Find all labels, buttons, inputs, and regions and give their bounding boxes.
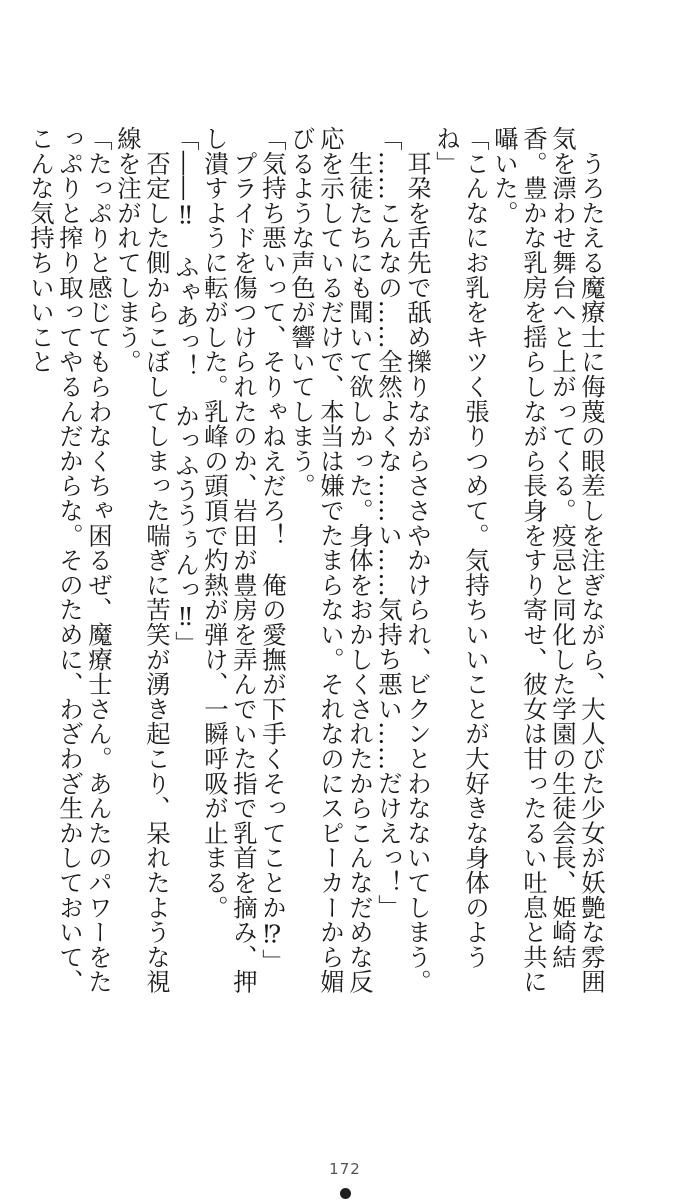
paragraph-6: 「気持ち悪いって、そりゃねえだろ！ 俺の愛撫が下手くそってことか⁉」 <box>258 126 287 974</box>
paragraph-9: 否定した側からこぼしてしまった喘ぎに苦笑が湧き起こり、呆れたような視線を注がれてしまう。 <box>113 126 171 994</box>
paragraph-2: 「こんなにお乳をキツく張りつめて。気持ちいいことが大好きな身体のようね」 <box>432 126 490 970</box>
page-marker-dot <box>340 1188 351 1199</box>
paragraph-10: 「たっぷりと感じてもらわなくちゃ困るぜ、魔療士さん。あんたのパワーをたっぷりと搾り取ってやるんだからな。そのために、わざわざ生かしておいて、こんな気持ちいいこと <box>26 126 113 994</box>
paragraph-7: プライドを傷つけられたのか、岩田が豊房を弄んでいた指で乳首を摘み、押し潰すように転がした。乳峰の頭頂で灼熱が弾け、一瞬呼吸が止まる。 <box>200 126 258 994</box>
vertical-text-block <box>26 126 606 996</box>
paragraph-3: 耳朶を舌先で舐め擽りながらささやかけられ、ビクンとわなないてしまう。 <box>403 126 432 994</box>
paragraph-1: うろたえる魔療士に侮蔑の眼差しを注ぎながら、大人びた少女が妖艶な雰囲気を漂わせ舞台へと上がってくる。疫忌と同化した学園の生徒会長、姫崎結香。豊かな乳房を揺らしながら長身をすり寄せ、彼女は甘ったるい吐息と共に囁いた。 <box>490 126 606 994</box>
paragraph-4: 「……こんなの……全然よくな……い……気持ち悪い……だけえっ！」 <box>374 126 403 920</box>
page-number: 172 <box>329 1160 361 1178</box>
paragraph-8: 「――‼ ふゃあっ！ かっふううぅんっ‼」 <box>171 126 200 656</box>
paragraph-5: 生徒たちにも聞いて欲しかった。身体をおかしくされたからこんなだめな反応を示しているだけで、本当は嫌でたまらない。それなのにスピーカーから媚びるような声色が響いてしまう。 <box>287 126 374 994</box>
